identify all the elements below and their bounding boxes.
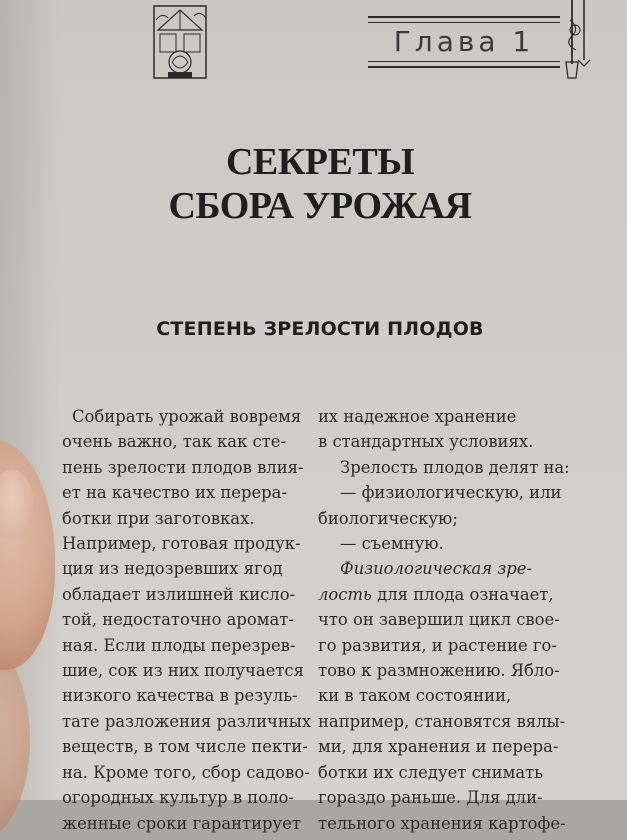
text-line: гораздо раньше. Для дли-	[318, 788, 543, 808]
text-line: ботки их следует снимать	[318, 762, 544, 782]
text-line: обладает излишней кисло-	[62, 584, 296, 604]
text-line: очень важно, так как сте-	[62, 432, 287, 452]
chapter-title-line-2: СБОРА УРОЖАЯ	[168, 185, 472, 227]
text-line: ми, для хранения и перера-	[318, 737, 559, 757]
text-line-italic: Физиологическая зре-	[340, 559, 533, 579]
text-line: — физиологическую, или	[340, 483, 562, 503]
left-text-column	[62, 404, 312, 836]
greenhouse-plant-vignette-icon	[150, 0, 210, 82]
text-line: той, недостаточно аромат-	[62, 610, 294, 630]
text-line: ция из недозревших ягод	[62, 559, 283, 579]
text-line	[318, 582, 588, 607]
text-line: тате разложения различных	[62, 711, 312, 731]
text-line: ная. Если плоды перезрев-	[62, 635, 296, 655]
text-line: ки в таком состоянии,	[318, 686, 512, 706]
text-line: огородных культур в поло-	[62, 788, 294, 808]
text-line: тово к размножению. Ябло-	[318, 661, 560, 681]
garden-tools-icon	[562, 0, 592, 82]
text-line: го развития, и растение го-	[318, 635, 557, 655]
chapter-title-line-1: СЕКРЕТЫ	[225, 141, 415, 183]
text-line: пень зрелости плодов влия-	[62, 457, 304, 477]
text-line: — съемную.	[340, 534, 444, 554]
text-span: для плода означает,	[371, 584, 554, 604]
text-line: например, становятся вялы-	[318, 711, 566, 731]
text-line: на. Кроме того, сбор садово-	[62, 762, 310, 782]
text-line: их надежное хранение	[318, 407, 517, 426]
text-line: веществ, в том числе пекти-	[62, 737, 308, 757]
text-line: ет на качество их перера-	[62, 483, 287, 503]
text-line: ботки при заготовках.	[62, 508, 255, 528]
text-line: биологическую;	[318, 508, 458, 528]
text-line: женные сроки гарантирует	[62, 813, 301, 833]
text-line: тельного хранения картофе-	[318, 813, 566, 833]
chapter-title	[120, 140, 520, 228]
text-line: Собирать урожай вовремя	[72, 407, 302, 426]
chapter-label: Глава 1	[393, 25, 535, 58]
text-line: что он завершил цикл свое-	[318, 610, 560, 630]
section-heading: СТЕПЕНЬ ЗРЕЛОСТИ ПЛОДОВ	[156, 318, 484, 340]
text-line: в стандартных условиях.	[318, 432, 534, 452]
right-text-column	[318, 404, 588, 836]
text-line: шие, сок из них получается	[62, 661, 304, 681]
text-line: низкого качества в резуль-	[62, 686, 298, 706]
text-line: Зрелость плодов делят на:	[340, 457, 570, 477]
text-line: Например, готовая продук-	[62, 534, 301, 554]
chapter-header	[150, 0, 535, 82]
italic-term: лость	[318, 584, 372, 604]
